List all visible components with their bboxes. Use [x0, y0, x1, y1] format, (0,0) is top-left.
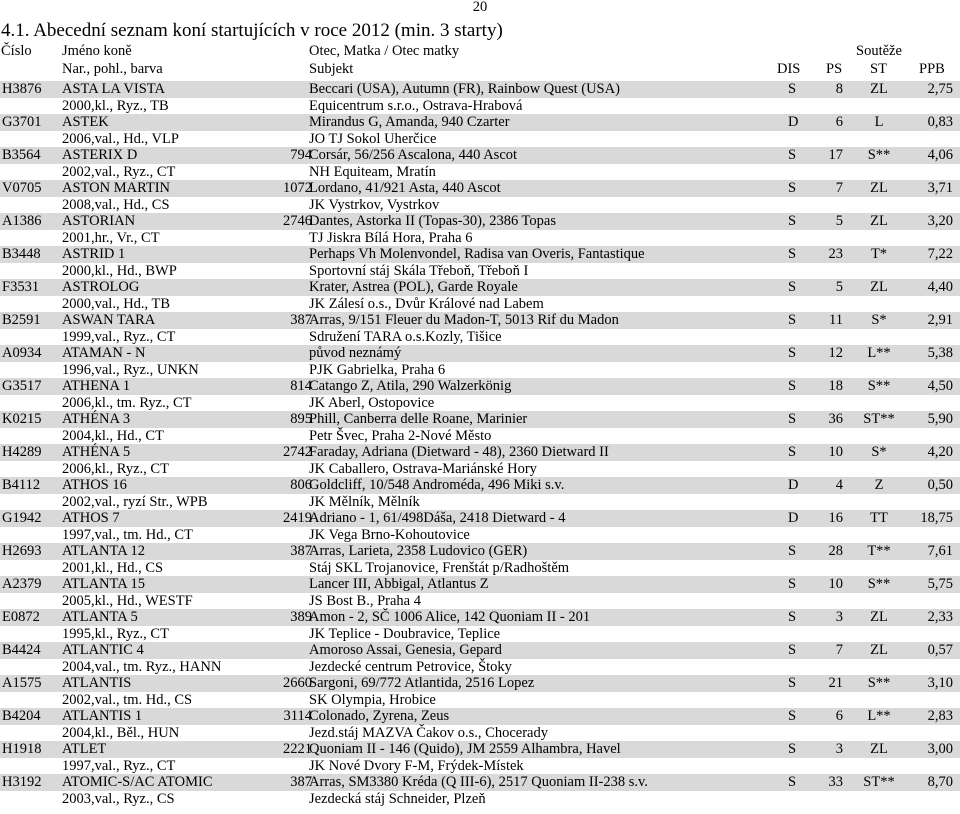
discipline: S — [788, 81, 797, 97]
horse-id: A1575 — [2, 675, 42, 691]
start-count: 10 — [828, 576, 843, 592]
horse-name: ATLANTA 5 — [62, 609, 138, 625]
horse-name: ATHÉNA 5 — [62, 444, 131, 460]
discipline: S — [788, 345, 797, 361]
sire-dist-number: 794 — [290, 147, 312, 163]
horse-id: B2591 — [2, 312, 41, 328]
discipline: S — [788, 576, 797, 592]
row-line — [0, 428, 960, 445]
table-row — [0, 180, 960, 213]
owner-subject: JK Zálesí o.s., Dvůr Králové nad Labem — [309, 295, 544, 312]
level: T** — [867, 543, 891, 559]
header-birth: Nar., pohl., barva — [62, 61, 163, 77]
start-count: 10 — [828, 444, 843, 460]
horse-name: ATHOS 16 — [62, 477, 127, 493]
owner-subject: PJK Gabrielka, Praha 6 — [309, 361, 446, 378]
pedigree: původ neznámý — [309, 345, 402, 361]
level: ZL — [870, 642, 888, 658]
row-line — [0, 345, 960, 362]
level: L — [874, 114, 884, 130]
owner-subject: JK Aberl, Ostopovice — [309, 394, 435, 411]
ppb-value: 7,22 — [927, 246, 953, 262]
ppb-value: 5,75 — [927, 576, 953, 592]
discipline: S — [788, 543, 797, 559]
row-line — [0, 164, 960, 181]
start-count: 23 — [828, 246, 843, 262]
horse-id: B3448 — [2, 246, 41, 262]
discipline: S — [788, 279, 797, 295]
table-row — [0, 147, 960, 180]
owner-subject: NH Equiteam, Mratín — [309, 163, 436, 180]
row-line — [0, 197, 960, 214]
horse-name: ATHENA 1 — [62, 378, 131, 394]
owner-subject: Stáj SKL Trojanovice, Frenštát p/Radhoštěm — [309, 559, 570, 576]
start-count: 5 — [835, 279, 843, 295]
pedigree: Beccari (USA), Autumn (FR), Rainbow Quest (USA) — [309, 81, 620, 97]
row-line — [0, 81, 960, 98]
level: S* — [871, 444, 887, 460]
discipline: S — [788, 708, 797, 724]
row-line — [0, 312, 960, 329]
row-line — [0, 263, 960, 280]
horse-name: ATHÉNA 3 — [62, 411, 131, 427]
pedigree: Lordano, 41/921 Asta, 440 Ascot — [309, 180, 501, 196]
ppb-value: 7,61 — [927, 543, 953, 559]
pedigree: Adriano - 1, 61/498Dáša, 2418 Dietward - 4 — [309, 510, 566, 526]
ppb-value: 3,20 — [927, 213, 953, 229]
row-line — [0, 279, 960, 296]
horse-name: ASTA LA VISTA — [62, 81, 165, 97]
row-line — [0, 246, 960, 263]
discipline: S — [788, 411, 797, 427]
start-count: 18 — [828, 378, 843, 394]
horse-name: ASTEK — [62, 114, 109, 130]
table-row — [0, 543, 960, 576]
pedigree: Perhaps Vh Molenvondel, Radisa van Overis, Fantastique — [309, 246, 645, 262]
owner-subject: Equicentrum s.r.o., Ostrava-Hrabová — [309, 97, 523, 114]
row-line — [0, 461, 960, 478]
pedigree: Colonado, Zyrena, Zeus — [309, 708, 450, 724]
owner-subject: Petr Švec, Praha 2-Nové Město — [309, 427, 492, 444]
table-row — [0, 345, 960, 378]
row-line — [0, 560, 960, 577]
ppb-value: 0,50 — [927, 477, 953, 493]
start-count: 7 — [835, 642, 843, 658]
table-row — [0, 609, 960, 642]
owner-subject: Sdružení TARA o.s.Kozly, Tišice — [309, 328, 502, 345]
sire-dist-number: 387 — [290, 312, 312, 328]
pedigree: Corsár, 56/256 Ascalona, 440 Ascot — [309, 147, 518, 163]
birth-sex-color: 2001,kl., Hd., CS — [62, 559, 164, 576]
ppb-value: 2,75 — [927, 81, 953, 97]
horse-name: ATAMAN - N — [62, 345, 146, 361]
level: ZL — [870, 741, 888, 757]
pedigree: Mirandus G, Amanda, 940 Czarter — [309, 114, 510, 130]
discipline: S — [788, 675, 797, 691]
horse-id: H1918 — [2, 741, 42, 757]
table-row — [0, 81, 960, 114]
sire-dist-number: 387 — [290, 774, 312, 790]
ppb-value: 2,83 — [927, 708, 953, 724]
level: S** — [867, 675, 891, 691]
discipline: S — [788, 741, 797, 757]
horse-id: B4204 — [2, 708, 41, 724]
level: ST** — [863, 774, 895, 790]
row-line — [0, 642, 960, 659]
start-count: 4 — [835, 477, 843, 493]
horse-table — [0, 81, 960, 807]
birth-sex-color: 2000,kl., Ryz., TB — [62, 97, 169, 114]
birth-sex-color: 2004,kl., Hd., CT — [62, 427, 164, 444]
level: ZL — [870, 81, 888, 97]
birth-sex-color: 2006,kl., tm. Ryz., CT — [62, 394, 192, 411]
table-row — [0, 246, 960, 279]
row-line — [0, 444, 960, 461]
table-row — [0, 477, 960, 510]
ppb-value: 5,38 — [927, 345, 953, 361]
row-line — [0, 741, 960, 758]
horse-id: G3517 — [2, 378, 42, 394]
row-line — [0, 609, 960, 626]
horse-id: A0934 — [2, 345, 42, 361]
owner-subject: Jezdecké centrum Petrovice, Štoky — [309, 658, 512, 675]
discipline: S — [788, 147, 797, 163]
header-st: ST — [870, 61, 887, 77]
row-line — [0, 725, 960, 742]
ppb-value: 0,57 — [927, 642, 953, 658]
discipline: S — [788, 642, 797, 658]
row-line — [0, 98, 960, 115]
sire-dist-number: 389 — [290, 609, 312, 625]
start-count: 21 — [828, 675, 843, 691]
horse-name: ATOMIC-S/AC ATOMIC — [62, 774, 213, 790]
horse-id: H4289 — [2, 444, 42, 460]
ppb-value: 3,00 — [927, 741, 953, 757]
horse-name: ASWAN TARA — [62, 312, 156, 328]
owner-subject: JO TJ Sokol Uherčice — [309, 130, 437, 147]
level: T* — [870, 246, 888, 262]
level: S* — [871, 312, 887, 328]
horse-id: G1942 — [2, 510, 42, 526]
row-line — [0, 791, 960, 808]
pedigree: Sargoni, 69/772 Atlantida, 2516 Lopez — [309, 675, 535, 691]
sire-dist-number: 2419 — [283, 510, 312, 526]
owner-subject: JK Caballero, Ostrava-Mariánské Hory — [309, 460, 537, 477]
level: ZL — [870, 609, 888, 625]
pedigree: Quoniam II - 146 (Quido), JM 2559 Alhambra, Havel — [309, 741, 621, 757]
row-line — [0, 758, 960, 775]
row-line — [0, 675, 960, 692]
row-line — [0, 411, 960, 428]
birth-sex-color: 1999,val., Ryz., CT — [62, 328, 176, 345]
birth-sex-color: 2004,kl., Běl., HUN — [62, 724, 180, 741]
page-title: 4.1. Abecední seznam koní startujících v roce 2012 (min. 3 starty) — [1, 20, 503, 41]
level: ZL — [870, 279, 888, 295]
owner-subject: JS Bost B., Praha 4 — [309, 592, 421, 609]
birth-sex-color: 1995,kl., Ryz., CT — [62, 625, 169, 642]
start-count: 6 — [835, 708, 843, 724]
ppb-value: 4,20 — [927, 444, 953, 460]
ppb-value: 3,71 — [927, 180, 953, 196]
header-cislo: Číslo — [1, 43, 32, 59]
level: L** — [867, 708, 891, 724]
level: TT — [870, 510, 888, 526]
pedigree: Arras, 9/151 Fleuer du Madon-T, 5013 Rif du Madon — [309, 312, 619, 328]
discipline: D — [788, 477, 799, 493]
pedigree: Krater, Astrea (POL), Garde Royale — [309, 279, 518, 295]
level: S** — [867, 378, 891, 394]
horse-id: F3531 — [2, 279, 40, 295]
horse-id: G3701 — [2, 114, 42, 130]
row-line — [0, 527, 960, 544]
horse-name: ASTRID 1 — [62, 246, 126, 262]
horse-name: ASTERIX D — [62, 147, 138, 163]
pedigree: Goldcliff, 10/548 Androméda, 496 Miki s.v. — [309, 477, 565, 493]
start-count: 16 — [828, 510, 843, 526]
row-line — [0, 593, 960, 610]
discipline: S — [788, 213, 797, 229]
pedigree: Catango Z, Atila, 290 Walzerkönig — [309, 378, 512, 394]
pedigree: Lancer III, Abbigal, Atlantus Z — [309, 576, 489, 592]
row-line — [0, 329, 960, 346]
birth-sex-color: 1996,val., Ryz., UNKN — [62, 361, 199, 378]
owner-subject: JK Vystrkov, Vystrkov — [309, 196, 440, 213]
pedigree: Dantes, Astorka II (Topas-30), 2386 Topas — [309, 213, 556, 229]
birth-sex-color: 2004,val., tm. Ryz., HANN — [62, 658, 222, 675]
pedigree: Arras, Larieta, 2358 Ludovico (GER) — [309, 543, 528, 559]
header-ps: PS — [826, 61, 843, 77]
birth-sex-color: 2001,hr., Vr., CT — [62, 229, 160, 246]
table-row — [0, 576, 960, 609]
table-row — [0, 411, 960, 444]
horse-name: ASTROLOG — [62, 279, 140, 295]
table-row — [0, 114, 960, 147]
start-count: 7 — [835, 180, 843, 196]
start-count: 36 — [828, 411, 843, 427]
start-count: 8 — [835, 81, 843, 97]
start-count: 28 — [828, 543, 843, 559]
sire-dist-number: 814 — [290, 378, 312, 394]
table-row — [0, 213, 960, 246]
owner-subject: Jezdecká stáj Schneider, Plzeň — [309, 790, 486, 807]
discipline: D — [788, 510, 799, 526]
row-line — [0, 378, 960, 395]
owner-subject: JK Vega Brno-Kohoutovice — [309, 526, 470, 543]
ppb-value: 4,06 — [927, 147, 953, 163]
row-line — [0, 510, 960, 527]
discipline: S — [788, 180, 797, 196]
discipline: S — [788, 444, 797, 460]
birth-sex-color: 2008,val., Hd., CS — [62, 196, 170, 213]
ppb-value: 0,83 — [927, 114, 953, 130]
horse-id: A1386 — [2, 213, 42, 229]
row-line — [0, 692, 960, 709]
table-row — [0, 642, 960, 675]
pedigree: Faraday, Adriana (Dietward - 48), 2360 Dietward II — [309, 444, 609, 460]
horse-id: K0215 — [2, 411, 42, 427]
sire-dist-number: 3114 — [283, 708, 312, 724]
level: ST** — [863, 411, 895, 427]
ppb-value: 4,50 — [927, 378, 953, 394]
horse-id: H3192 — [2, 774, 42, 790]
horse-name: ATLANTIS — [62, 675, 132, 691]
row-line — [0, 576, 960, 593]
birth-sex-color: 2002,val., Ryz., CT — [62, 163, 176, 180]
horse-name: ATLANTIS 1 — [62, 708, 143, 724]
header-parents: Otec, Matka / Otec matky — [309, 43, 460, 59]
start-count: 33 — [828, 774, 843, 790]
start-count: 11 — [829, 312, 843, 328]
birth-sex-color: 2000,val., Hd., TB — [62, 295, 171, 312]
owner-subject: SK Olympia, Hrobice — [309, 691, 436, 708]
horse-name: ATHOS 7 — [62, 510, 120, 526]
row-line — [0, 114, 960, 131]
horse-id: V0705 — [2, 180, 42, 196]
row-line — [0, 395, 960, 412]
horse-name: ASTORIAN — [62, 213, 136, 229]
level: Z — [874, 477, 884, 493]
row-line — [0, 230, 960, 247]
horse-name: ATLANTA 15 — [62, 576, 146, 592]
horse-name: ATLANTA 12 — [62, 543, 146, 559]
header-ppb: PPB — [919, 61, 945, 77]
row-line — [0, 774, 960, 791]
sire-dist-number: 806 — [290, 477, 312, 493]
sire-dist-number: 2660 — [283, 675, 312, 691]
header-soutez: Soutěže — [856, 43, 902, 59]
ppb-value: 4,40 — [927, 279, 953, 295]
start-count: 12 — [828, 345, 843, 361]
row-line — [0, 494, 960, 511]
row-line — [0, 477, 960, 494]
pedigree: Phill, Canberra delle Roane, Marinier — [309, 411, 528, 427]
owner-subject: JK Nové Dvory F-M, Frýdek-Místek — [309, 757, 524, 774]
ppb-value: 18,75 — [920, 510, 953, 526]
row-line — [0, 147, 960, 164]
level: S** — [867, 147, 891, 163]
owner-subject: JK Teplice - Doubravice, Teplice — [309, 625, 501, 642]
start-count: 5 — [835, 213, 843, 229]
level: ZL — [870, 213, 888, 229]
birth-sex-color: 1997,val., Ryz., CT — [62, 757, 176, 774]
horse-id: B4424 — [2, 642, 41, 658]
birth-sex-color: 2006,val., Hd., VLP — [62, 130, 179, 147]
table-row — [0, 774, 960, 807]
row-line — [0, 543, 960, 560]
pedigree: Amon - 2, SČ 1006 Alice, 142 Quoniam II - 201 — [309, 609, 591, 625]
row-line — [0, 659, 960, 676]
sire-dist-number: 2746 — [283, 213, 312, 229]
owner-subject: Jezd.stáj MAZVA Čakov o.s., Chocerady — [309, 724, 548, 741]
table-row — [0, 378, 960, 411]
horse-id: B3564 — [2, 147, 41, 163]
sire-dist-number: 1072 — [283, 180, 312, 196]
header-subject: Subjekt — [309, 61, 354, 77]
level: ZL — [870, 180, 888, 196]
row-line — [0, 626, 960, 643]
birth-sex-color: 2002,val., tm. Hd., CS — [62, 691, 193, 708]
table-row — [0, 444, 960, 477]
horse-name: ASTON MARTIN — [62, 180, 171, 196]
table-row — [0, 312, 960, 345]
table-header-row-1 — [0, 43, 960, 59]
sire-dist-number: 2742 — [283, 444, 312, 460]
owner-subject: JK Mělník, Mělník — [309, 493, 420, 510]
start-count: 17 — [828, 147, 843, 163]
horse-name: ATLANTIC 4 — [62, 642, 144, 658]
sire-dist-number: 387 — [290, 543, 312, 559]
birth-sex-color: 2000,kl., Hd., BWP — [62, 262, 177, 279]
table-row — [0, 741, 960, 774]
discipline: S — [788, 378, 797, 394]
owner-subject: Sportovní stáj Skála Třeboň, Třeboň I — [309, 262, 529, 279]
birth-sex-color: 2003,val., Ryz., CS — [62, 790, 175, 807]
birth-sex-color: 2002,val., ryzí Str., WPB — [62, 493, 208, 510]
header-name: Jméno koně — [62, 43, 132, 59]
start-count: 6 — [835, 114, 843, 130]
table-header-row-2 — [0, 61, 960, 77]
table-row — [0, 708, 960, 741]
page-number: 20 — [472, 0, 488, 15]
row-line — [0, 362, 960, 379]
table-row — [0, 279, 960, 312]
row-line — [0, 708, 960, 725]
ppb-value: 2,33 — [927, 609, 953, 625]
birth-sex-color: 2006,kl., Ryz., CT — [62, 460, 169, 477]
horse-id: B4112 — [2, 477, 41, 493]
table-row — [0, 510, 960, 543]
sire-dist-number: 895 — [290, 411, 312, 427]
level: L** — [867, 345, 891, 361]
discipline: S — [788, 774, 797, 790]
start-count: 3 — [835, 741, 843, 757]
ppb-value: 3,10 — [927, 675, 953, 691]
row-line — [0, 213, 960, 230]
ppb-value: 5,90 — [927, 411, 953, 427]
row-line — [0, 180, 960, 197]
ppb-value: 8,70 — [927, 774, 953, 790]
horse-id: A2379 — [2, 576, 42, 592]
row-line — [0, 296, 960, 313]
sire-dist-number: 2221 — [283, 741, 312, 757]
discipline: S — [788, 312, 797, 328]
ppb-value: 2,91 — [927, 312, 953, 328]
horse-name: ATLET — [62, 741, 107, 757]
discipline: S — [788, 246, 797, 262]
header-dis: DIS — [777, 61, 801, 77]
start-count: 3 — [835, 609, 843, 625]
discipline: S — [788, 609, 797, 625]
owner-subject: TJ Jiskra Bílá Hora, Praha 6 — [309, 229, 473, 246]
level: S** — [867, 576, 891, 592]
horse-id: E0872 — [2, 609, 40, 625]
horse-id: H2693 — [2, 543, 42, 559]
discipline: D — [788, 114, 799, 130]
birth-sex-color: 2005,kl., Hd., WESTF — [62, 592, 193, 609]
table-row — [0, 675, 960, 708]
pedigree: Amoroso Assai, Genesia, Gepard — [309, 642, 502, 658]
birth-sex-color: 1997,val., tm. Hd., CT — [62, 526, 193, 543]
pedigree: Arras, SM3380 Kréda (Q III-6), 2517 Quoniam II-238 s.v. — [309, 774, 648, 790]
row-line — [0, 131, 960, 148]
horse-id: H3876 — [2, 81, 42, 97]
